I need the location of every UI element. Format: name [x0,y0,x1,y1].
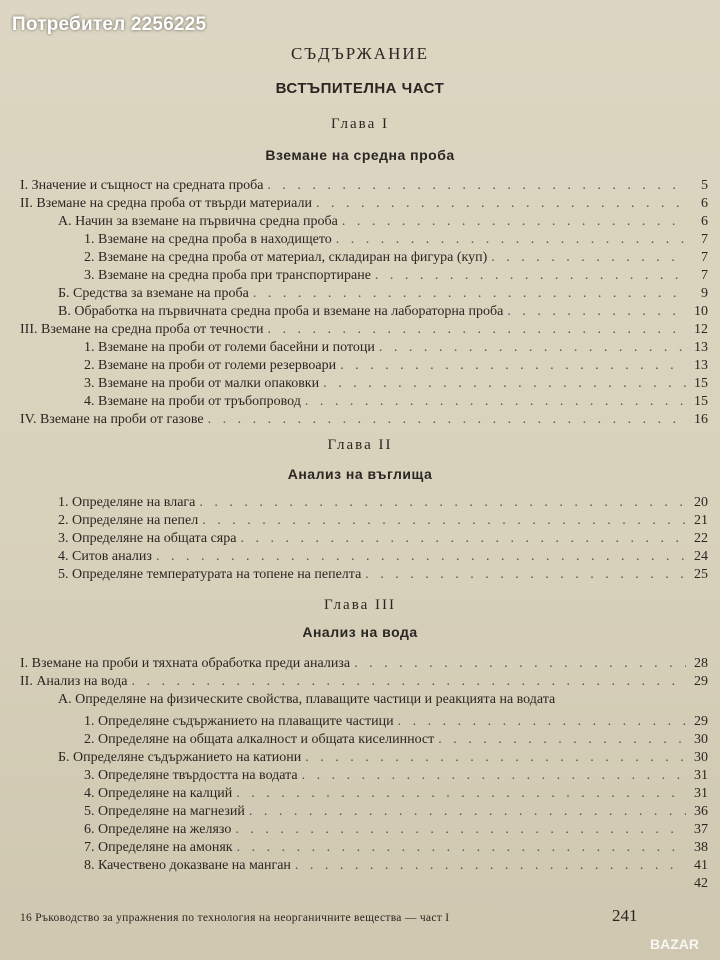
toc-entry: А. Определяне на физическите свойства, плаващите частици и реакцията на водата [58,692,556,707]
toc-entry: В. Обработка на първичната средна проба и вземане на лабораторна проба . . . 10 [58,303,708,321]
toc-entry: 5. Определяне на магнезий . . . 36 [84,803,708,821]
toc-entry: Б. Определяне съдържанието на катиони . . . 30 [58,749,708,767]
toc-entry: I. Вземане на проби и тяхната обработка преди анализа . . . 28 [20,655,708,673]
toc-entry: 7. Определяне на амоняк . . . 38 [84,839,708,857]
page-number: 241 [612,906,638,925]
toc-entry: 3. Определяне на общата сяра . . . 22 [58,530,708,548]
toc-entry: 8. Качествено доказване на манган . . . 41 [84,857,708,875]
chapter-3-title: Анализ на вода [302,624,418,640]
toc-entry: 2. Вземане на средна проба от материал, складиран на фигура (куп) . . . 7 [84,249,708,267]
chapter-2-title: Анализ на въглища [287,466,433,482]
toc-entry: 6. Определяне на желязо . . . 37 [84,821,708,839]
toc-entry: 5. Определяне температурата на топене на пепелта . . . 25 [58,566,708,584]
toc-entry: II. Вземане на средна проба от твърди материали . . . 6 [20,195,708,213]
toc-entry: 2. Определяне на общата алкалност и общата киселинност . . . 30 [84,731,708,749]
toc-entry: 4. Ситов анализ . . . 24 [58,548,708,566]
book-footer: 16 Ръководство за упражнения по технология на неорганичните вещества — част I [20,912,450,924]
toc-entry: А. Начин за вземане на първична средна проба . . . 6 [58,213,708,231]
toc-entry: 1. Вземане на средна проба в находището . . . 7 [84,231,708,249]
chapter-3-label: Глава III [324,597,396,613]
user-watermark: Потребител 2256225 [12,14,207,35]
toc-entry: 1. Вземане на проби от големи басейни и потоци . . . 13 [84,339,708,357]
chapter-1-title: Вземане на средна проба [265,147,455,163]
toc-entry: 2. Определяне на пепел . . . 21 [58,512,708,530]
toc-entry: 4. Вземане на проби от тръбопровод . . . 15 [84,393,708,411]
toc-entry: 3. Определяне твърдостта на водата . . . 31 [84,767,708,785]
toc-entry: 1. Определяне съдържанието на плаващите частици . . . 29 [84,713,708,731]
toc-entry: Б. Средства за вземане на проба . . . 9 [58,285,708,303]
toc-entry: IV. Вземане на проби от газове . . . 16 [20,411,708,429]
part-title: ВСТЪПИТЕЛНА ЧАСТ [275,80,445,97]
toc-entry: 3. Вземане на средна проба при транспортиране . . . 7 [84,267,708,285]
toc-entry: III. Вземане на средна проба от течности . . . 12 [20,321,708,339]
toc-entry: 2. Вземане на проби от големи резервоари . . . 13 [84,357,708,375]
toc-entry: II. Анализ на вода . . . 29 [20,673,708,691]
toc-entry: I. Значение и същност на средната проба . . . 5 [20,177,708,195]
chapter-2-label: Глава II [327,437,393,453]
toc-entry: 1. Определяне на влага . . . 20 [58,494,708,512]
toc-entry: 42 [694,876,708,891]
chapter-1-label: Глава I [331,116,389,132]
toc-entry: 3. Вземане на проби от малки опаковки . . . 15 [84,375,708,393]
toc-entry: 4. Определяне на калций . . . 31 [84,785,708,803]
bazar-logo: BAZAR [650,936,699,952]
contents-title: СЪДЪРЖАНИЕ [290,44,430,63]
